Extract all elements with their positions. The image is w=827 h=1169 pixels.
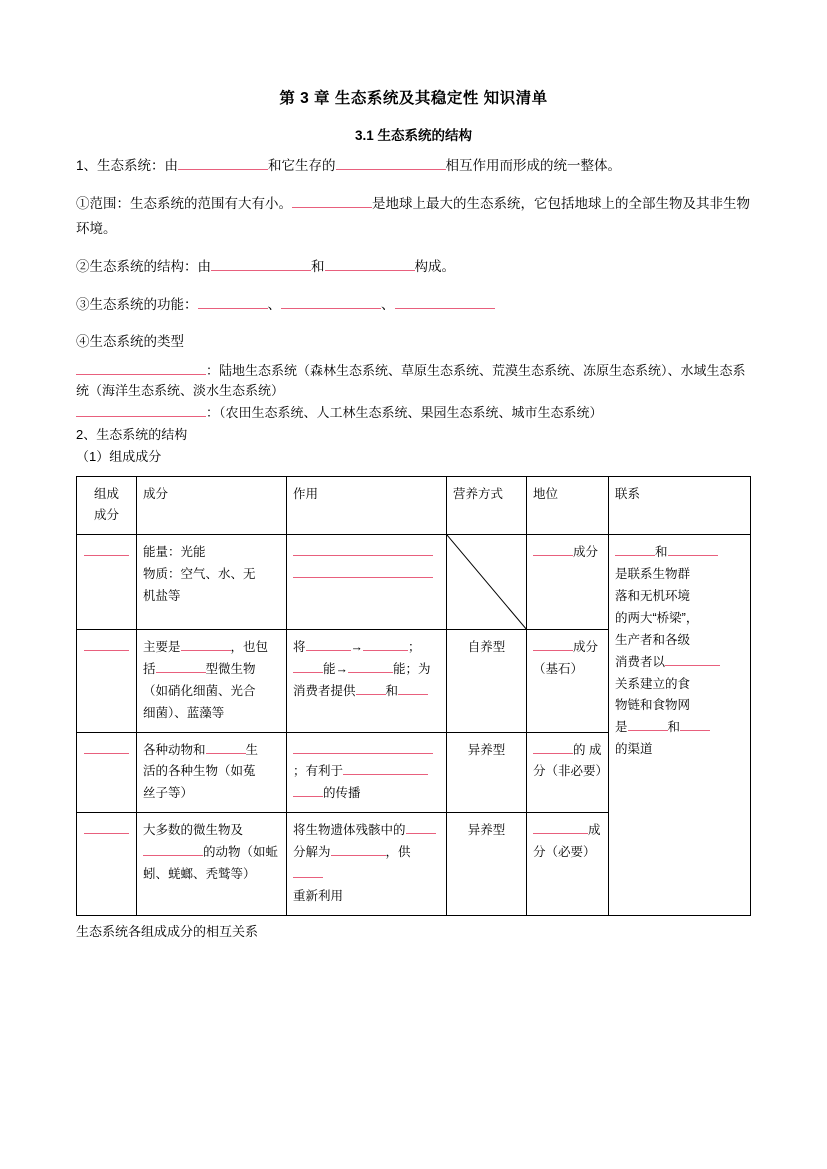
row1-status [527,535,609,630]
link-text-4: 的两大“桥梁”， [615,610,699,625]
fill-blank[interactable] [206,740,246,754]
header-component-line2: 成分 [93,508,119,523]
row4-comp-b: 的动物（如蚯 [203,845,279,860]
row1-composition-line3: 机盐等 [143,589,181,604]
row2-role-e: 消费者提供 [293,683,356,698]
row2-nutrition: 自养型 [447,630,527,733]
fill-blank[interactable] [143,843,203,857]
definition-text-c: 相互作用而形成的统一整体。 [445,158,622,173]
row3-role-c: 的传播 [323,786,361,801]
table-header-composition: 成分 [137,476,287,535]
fill-blank[interactable] [348,659,393,673]
fill-blank[interactable] [293,740,433,754]
paragraph-definition [76,153,751,179]
fill-blank[interactable] [343,762,428,776]
fill-blank[interactable] [331,843,386,857]
fill-blank[interactable] [293,565,433,579]
fill-blank[interactable] [406,821,436,835]
row3-status [527,732,609,813]
row1-composition [137,535,287,630]
fill-blank[interactable] [398,681,428,695]
fill-blank[interactable] [680,718,710,732]
row4-composition [137,813,287,916]
row2-comp-a: 主要是 [143,640,181,655]
row2-comp-d: 型微生物 [205,661,256,676]
row4-role-c: ，供 [385,845,411,860]
scope-text-b: 是地球上最大的生态系统，它包括地球上的全部生物及其非生物环境。 [76,195,750,237]
fill-blank[interactable] [306,638,351,652]
fill-blank[interactable] [356,681,386,695]
row4-status-b: 分（必要） [533,845,596,860]
fill-blank[interactable] [198,294,268,309]
row4-component [77,813,137,916]
row2-role-c: 能→ [323,661,349,676]
table-header-row [77,476,751,535]
fill-blank[interactable] [293,543,433,557]
row3-role [287,732,447,813]
row4-comp-a: 大多数的微生物及 [143,823,244,838]
paragraph-types-heading: ④生态系统的类型 [76,334,184,350]
fill-blank[interactable] [533,638,573,652]
fill-blank[interactable] [84,543,129,557]
fill-blank[interactable] [84,821,129,835]
fill-blank[interactable] [292,193,372,208]
fill-blank[interactable] [628,718,668,732]
table-header-component [77,476,137,535]
row2-composition [137,630,287,733]
natural-types-text: ：陆地生态系统（森林生态系统、草原生态系统、荒漠生态系统、冻原生态系统）、水域生态系统（海洋生态系统、淡水生态系统） [76,362,746,398]
row2-status-suffix: 成分 [573,640,599,655]
fill-blank[interactable] [181,638,231,652]
link-text-7: 关系建立的食 [615,676,691,691]
link-text-6: 消费者以 [615,654,666,669]
row3-status-b: 分（非必要） [533,764,609,779]
fill-blank[interactable] [665,652,720,666]
fill-blank[interactable] [293,659,323,673]
row4-comp-c: 蚓、蜣螂、秃鹫等） [143,866,256,881]
fill-blank[interactable] [615,543,655,557]
fill-blank[interactable] [533,821,588,835]
row1-role [287,535,447,630]
scope-text-a: ①范围：生态系统的范围有大有小。 [76,195,292,211]
table-row [77,535,751,630]
row2-comp-c: 括 [143,661,156,676]
row3-comp-b: 生 [245,742,259,757]
link-text-10: 的渠道 [615,742,653,757]
row1-component [77,535,137,630]
fill-blank[interactable] [293,864,323,878]
link-text-1: 和 [655,545,668,560]
fill-blank[interactable] [84,638,129,652]
row4-status [527,813,609,916]
header-component-line1: 组成 [93,486,119,501]
fill-blank[interactable] [178,156,268,171]
row1-status-suffix: 成分 [573,545,599,560]
paragraph-structure [76,254,751,280]
paragraph-structure-heading: 2、生态系统的结构 [76,427,188,443]
paragraph-natural-types [76,361,751,401]
table-header-status: 地位 [527,476,609,535]
fill-blank[interactable] [668,543,718,557]
artificial-types-text: ：（农田生态系统、人工林生态系统、果园生态系统、城市生态系统） [206,405,603,421]
row3-component [77,732,137,813]
row4-nutrition: 异养型 [447,813,527,916]
row2-role-a: 将 [293,640,306,655]
row4-role-a: 将生物遗体残骸中的 [293,823,406,838]
row2-status-note: （基石） [533,661,584,676]
row4-role-d: 重新利用 [293,888,344,903]
paragraph-function [76,292,751,318]
row2-component [77,630,137,733]
row3-nutrition: 异养型 [447,732,527,813]
structure-text-c: 构成。 [414,258,455,274]
fill-blank[interactable] [395,294,495,309]
fill-blank[interactable] [211,256,311,271]
diagonal-line-icon [447,535,526,629]
fill-blank[interactable] [281,294,381,309]
fill-blank[interactable] [293,784,323,798]
fill-blank[interactable] [336,156,446,171]
row2-comp-f: 细菌）、蓝藻等 [143,705,225,720]
definition-text-b: 和它生存的 [268,158,336,173]
link-text-9b: 和 [667,720,681,735]
structure-text-b: 和 [311,258,325,274]
function-text-a: ③生态系统的功能： [76,296,198,312]
row2-comp-e: （如硝化细菌、光合 [143,683,256,698]
fill-blank[interactable] [156,659,206,673]
row1-composition-line2: 物质：空气、水、无 [143,567,256,582]
function-sep-2: 、 [381,296,395,312]
structure-text-a: ②生态系统的结构：由 [76,258,211,274]
row3-comp-a: 各种动物和 [143,742,206,757]
row4-status-a: 成 [588,823,601,838]
row2-role-arrow: → [350,640,364,655]
row2-role-d: 能；为 [393,661,431,676]
row1-composition-line1: 能量：光能 [143,545,206,560]
definition-text-a: 1、生态系统：由 [76,158,179,173]
fill-blank[interactable] [76,403,206,417]
row3-status-a: 的 成 [573,742,602,757]
components-table [76,476,751,916]
row4-role [287,813,447,916]
fill-blank[interactable] [533,543,573,557]
page-title: 第 3 章 生态系统及其稳定性 知识清单 [279,90,548,107]
row3-comp-d: 丝子等） [143,786,194,801]
row3-composition [137,732,287,813]
table-header-link: 联系 [609,476,751,535]
fill-blank[interactable] [363,638,408,652]
paragraph-scope [76,191,751,242]
function-sep-1: 、 [267,296,281,312]
row3-role-b: ；有利于 [293,764,344,779]
fill-blank[interactable] [325,256,415,271]
link-text-9a: 是 [615,720,628,735]
link-text-5: 生产者和各级 [615,632,691,647]
row4-role-b: 分解为 [293,845,331,860]
row2-status [527,630,609,733]
row1-nutrition [447,535,527,630]
row2-role-f: 和 [385,683,399,698]
fill-blank[interactable] [533,740,573,754]
link-cell [609,535,751,915]
fill-blank[interactable] [76,361,206,375]
link-text-3: 落和无机环境 [615,589,691,604]
table-caption: 生态系统各组成成分的相互关系 [76,923,259,939]
link-text-2: 是联系生物群 [615,567,691,582]
section-title: 3.1 生态系统的结构 [354,128,473,143]
row3-comp-c: 活的各种生物（如菟 [143,764,256,779]
fill-blank[interactable] [84,740,129,754]
link-text-8: 物链和食物网 [615,698,691,713]
paragraph-artificial-types [76,403,751,423]
paragraph-components-heading: （1）组成成分 [76,449,162,465]
row2-role-b: ； [408,640,421,655]
table-header-role: 作用 [287,476,447,535]
row2-comp-b: ，也包 [230,640,269,655]
table-header-nutrition: 营养方式 [447,476,527,535]
row2-role [287,630,447,733]
